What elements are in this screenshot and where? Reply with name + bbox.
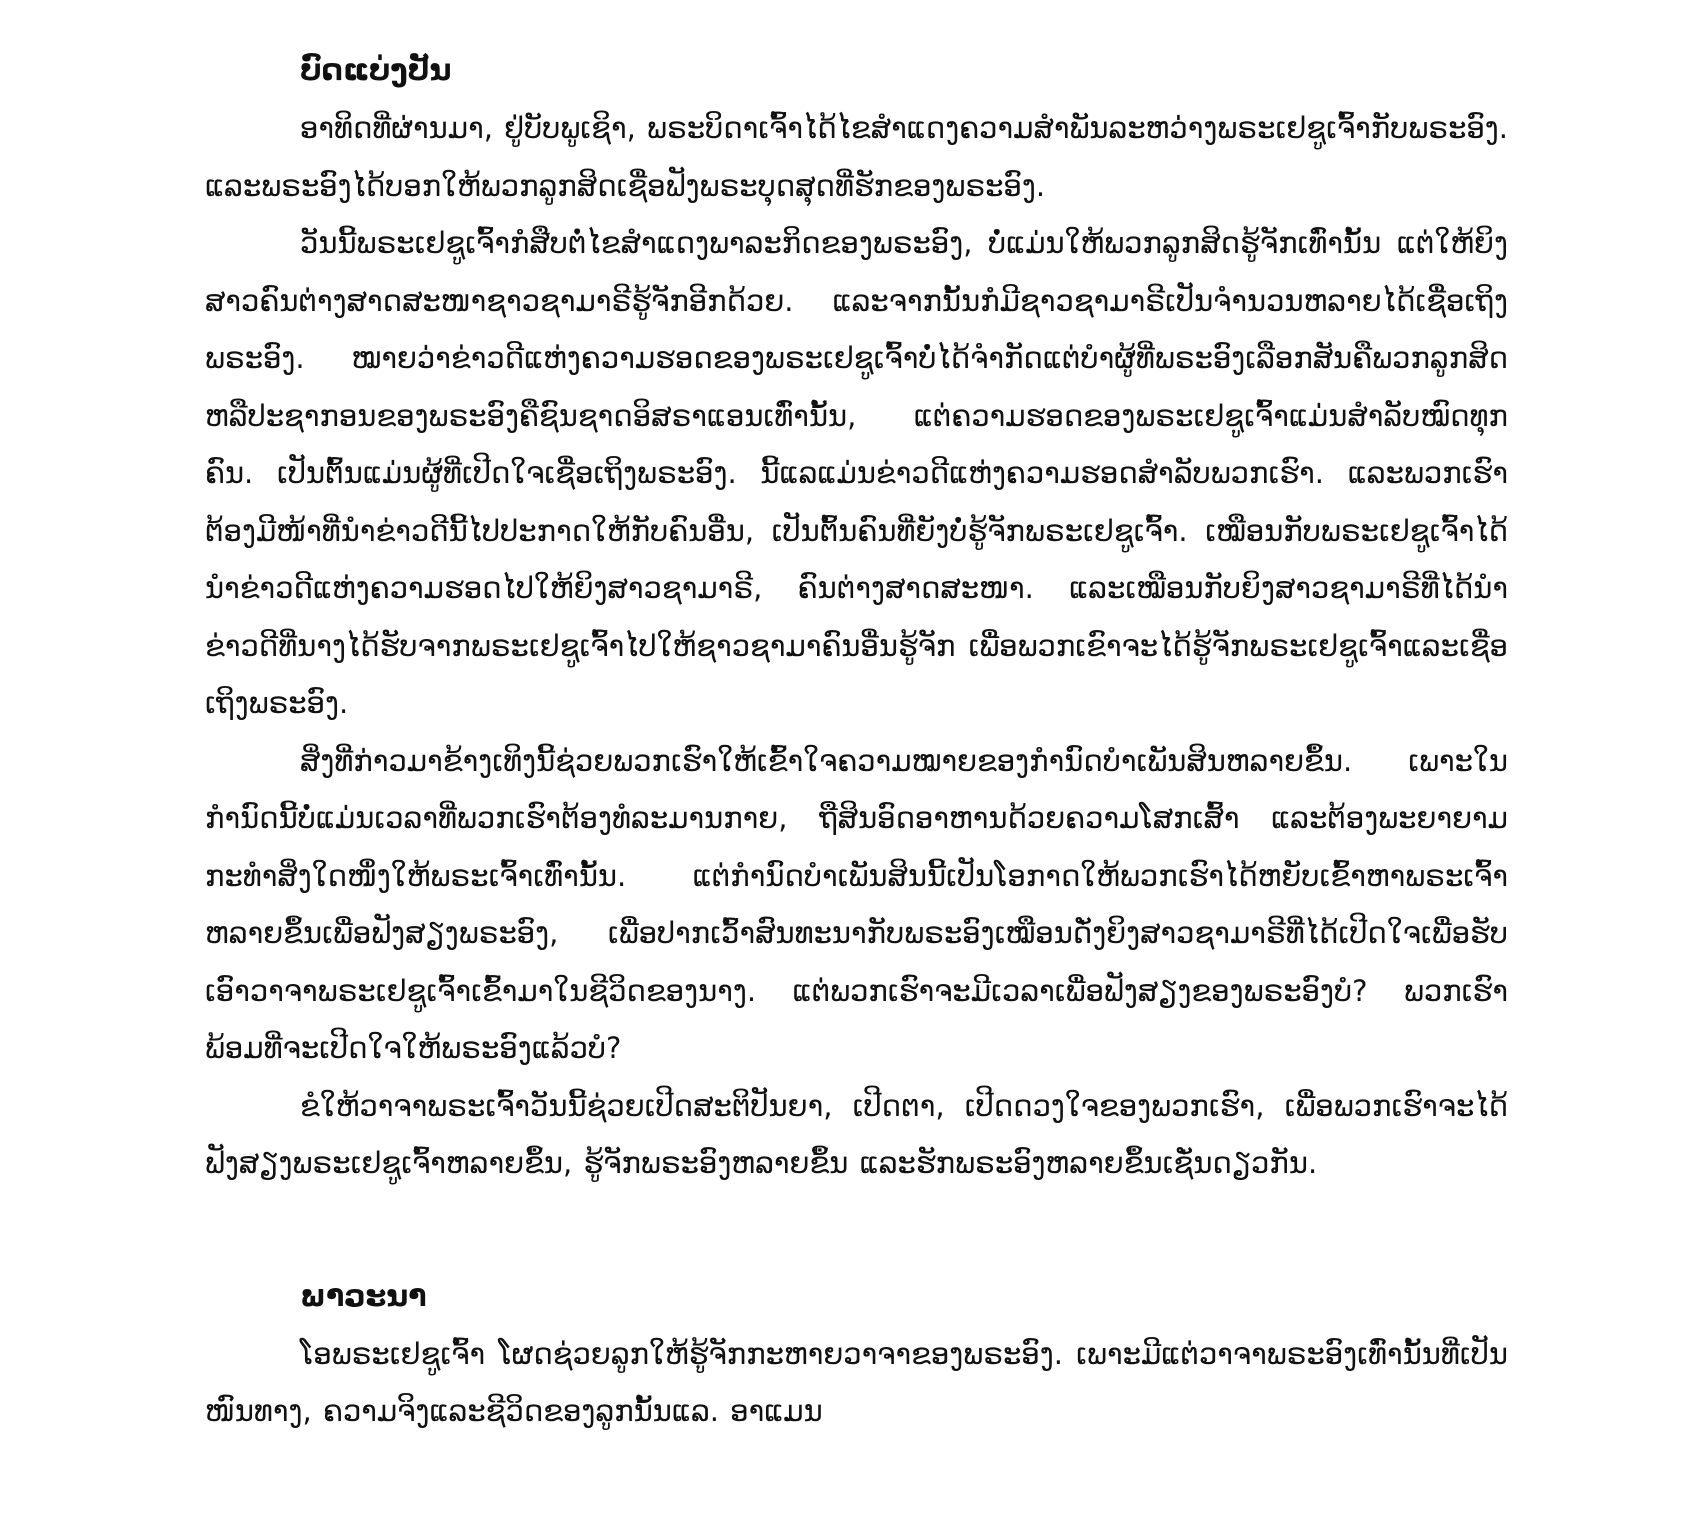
paragraph-3: ສິ່ງທີ່ກ່າວມາຂ້າງເທິງນີ້ຊ່ວຍພວກເຮົາໃຫ້ເຂົ້າໃຈຄວາມໝາຍຂອງກຳນົດບຳເພັນສິນຫລາຍຂຶ້ນ. ເພາະໃນກຳນົດນີ້ບໍ່ແມ່ນເວລາທີ່ພວກເຮົາຕ້ອງທໍລະມານກາຍ, ຖືສິນອົດອາຫານດ້ວຍຄວາມໂສກເສົ້າ ແລະຕ້ອງພະຍາຍາມກະທຳສິ່ງໃດໜຶ່ງໃຫ້ພຣະເຈົ້າເທົ່ານັ້ນ. ແຕ່ກຳນົດບຳເພັນສິນນີ້ເປັນໂອກາດໃຫ້ພວກເຮົາໄດ້ຫຍັບເຂົ້າຫາພຣະເຈົ້າຫລາຍຂຶ້ນເພື່ອຟັງສຽງພຣະອົງ, ເພື່ອປາກເວົ້າສົນທະນາກັບພຣະອົງເໝືອນດັ່ງຍິງສາວຊາມາຣີທີ່ໄດ້ເປີດໃຈເພື່ອຮັບເອົາວາຈາພຣະເຢຊູເຈົ້າເຂົ້າມາໃນຊີວິດຂອງນາງ. ແຕ່ພວກເຮົາຈະມີເວລາເພື່ອຟັງສຽງຂອງພຣະອົງບໍ? ພວກເຮົາພ້ອມທີ່ຈະເປີດໃຈໃຫ້ພຣະອົງແລ້ວບໍ? [205, 743, 1508, 1065]
document-body [205, 42, 1508, 1441]
section-spacer [205, 1193, 1508, 1268]
paragraph-2: ວັນນີ້ພຣະເຢຊູເຈົ້າກໍສືບຕໍ່ໄຂສຳແດງພາລະກິດຂອງພຣະອົງ, ບໍ່ແມ່ນໃຫ້ພວກລູກສິດຮູ້ຈັກເທົ່ານັ້ນ ແຕ່ໃຫ້ຍິງສາວຄົນຕ່າງສາດສະໜາຊາວຊາມາຣີຮູ້ຈັກອີກດ້ວຍ. ແລະຈາກນັ້ນກໍມີຊາວຊາມາຣີເປັນຈຳນວນຫລາຍໄດ້ເຊື່ອເຖິງພຣະອົງ. ໝາຍວ່າຂ່າວດີແຫ່ງຄວາມຮອດຂອງພຣະເຢຊູເຈົ້າບໍ່ໄດ້ຈຳກັດແຕ່ບໍາຜູ້ທີ່ພຣະອົງເລືອກສັນຄືພວກລູກສິດ ຫລືປະຊາກອນຂອງພຣະອົງຄືຊົນຊາດອິສຣາແອນເທົ່ານັ້ນ, ແຕ່ຄວາມຮອດຂອງພຣະເຢຊູເຈົ້າແມ່ນສຳລັບໝົດທຸກຄົນ. ເປັນຕົ້ນແມ່ນຜູ້ທີ່ເປີດໃຈເຊື່ອເຖິງພຣະອົງ. ນີ້ແລແມ່ນຂ່າວດີແຫ່ງຄວາມຮອດສຳລັບພວກເຮົາ. ແລະພວກເຮົາຕ້ອງມີໜ້າທີ່ນຳຂ່າວດີນີ້ໄປປະກາດໃຫ້ກັບຄົນອື່ນ, ເປັນຕົ້ນຄົນທີ່ຍັງບໍ່ຮູ້ຈັກພຣະເຢຊູເຈົ້າ. ເໝືອນກັບພຣະເຢຊູເຈົ້າໄດ້ນຳຂ່າວດີແຫ່ງຄວາມຮອດໄປໃຫ້ຍິງສາວຊາມາຣີ, ຄົນຕ່າງສາດສະໜາ. ແລະເໝືອນກັບຍິງສາວຊາມາຣີທີ່ໄດ້ນຳຂ່າວດີທີ່ນາງໄດ້ຮັບຈາກພຣະເຢຊູເຈົ້າໄປໃຫ້ຊາວຊາມາຄົນອື່ນຮູ້ຈັກ ເພື່ອພວກເຂົາຈະໄດ້ຮູ້ຈັກພຣະເຢຊູເຈົ້າແລະເຊື່ອເຖິງພຣະອົງ. [205, 226, 1508, 720]
paragraph-4: ຂໍໃຫ້ວາຈາພຣະເຈົ້າວັນນີ້ຊ່ວຍເປີດສະຕິປັນຍາ, ເປີດຕາ, ເປີດດວງໃຈຂອງພວກເຮົາ, ເພື່ອພວກເຮົາຈະໄດ້ຟັງສຽງພຣະເຢຊູເຈົ້າຫລາຍຂຶ້ນ, ຮູ້ຈັກພຣະອົງຫລາຍຂຶ້ນ ແລະຮັກພຣະອົງຫລາຍຂຶ້ນເຊັ່ນດຽວກັນ. [205, 1088, 1508, 1180]
section-sharing [205, 42, 1508, 1193]
section-heading-sharing: ບົດແບ່ງປັນ [300, 53, 452, 88]
prayer-paragraph: ໂອພຣະເຢຊູເຈົ້າ ໂຜດຊ່ວຍລູກໃຫ້ຮູ້ຈັກກະຫາຍວາຈາຂອງພຣະອົງ. ເພາະມີແຕ່ວາຈາພຣະອົງເທົ່ານັ້ນທີ່ເປັນໜົນທາງ, ຄວາມຈິງແລະຊີວິດຂອງລູກນັ້ນແລ. ອາແມນ [205, 1336, 1508, 1428]
section-prayer [205, 1268, 1508, 1441]
section-heading-prayer: ພາວະນາ [300, 1278, 427, 1314]
paragraph-1: ອາທິດທີ່ຜ່ານມາ, ຢູ່ບັບພູເຊິາ, ພຣະບິດາເຈົ້າໄດ້ໄຂສຳແດງຄວາມສຳພັນລະຫວ່າງພຣະເຢຊູເຈົ້າກັບພຣະອົງ. ແລະພຣະອົງໄດ້ບອກໃຫ້ພວກລູກສິດເຊື່ອຟັງພຣະບຸດສຸດທີ່ຮັກຂອງພຣະອົງ. [205, 111, 1509, 203]
